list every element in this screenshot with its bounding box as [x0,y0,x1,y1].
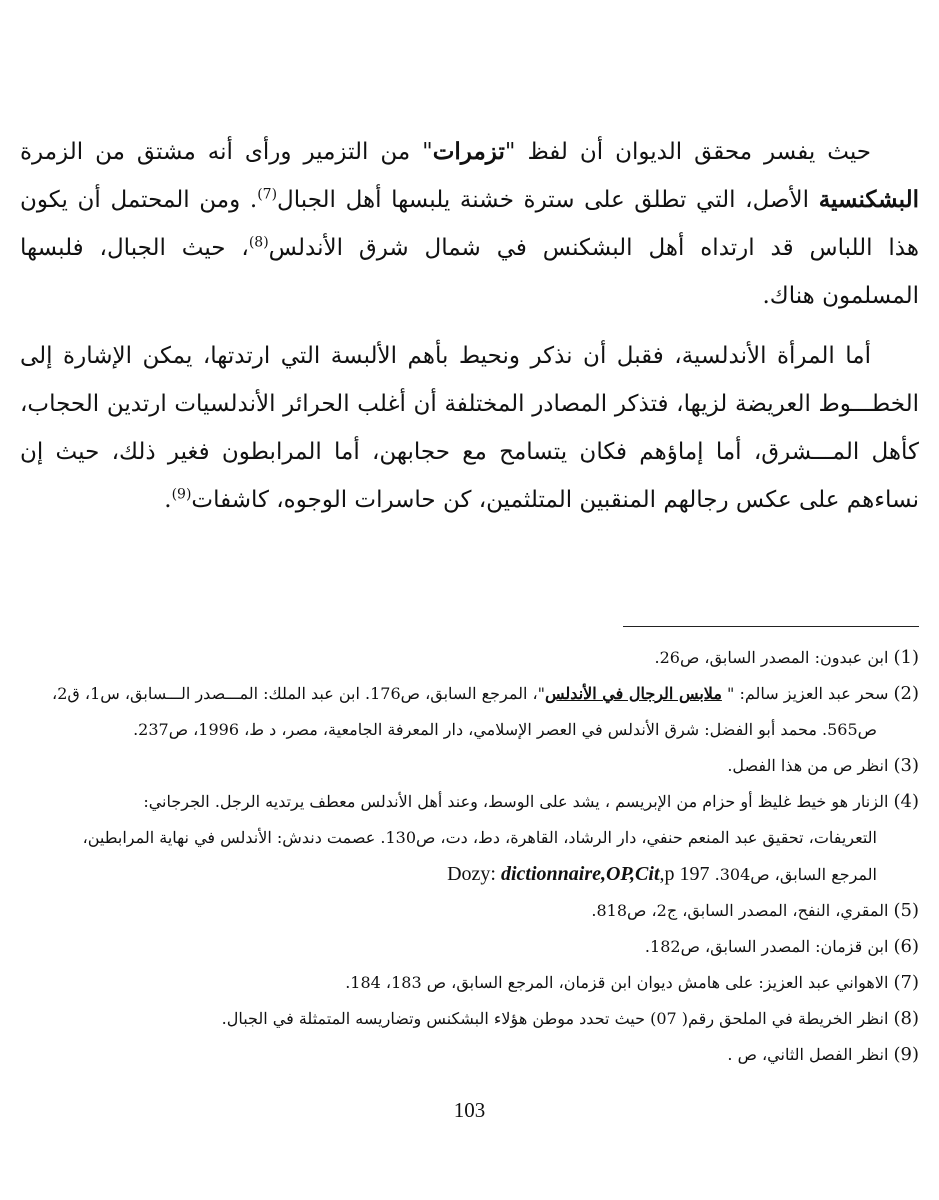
bold-term: البشكنسية [818,186,919,213]
paragraph-1 [20,128,919,320]
footnote-text: ابن قزمان: المصدر السابق، ص182. [644,937,894,956]
bold-term: تزمرات [432,138,505,165]
footnote-number: (2) [893,683,919,704]
main-text [20,128,919,534]
footnote-2-continued [20,712,919,748]
footnote-ref[interactable]: (9) [171,486,192,503]
footnote-4 [20,784,919,820]
footnote-text: انظر الفصل الثاني، ص . [727,1045,894,1064]
footnote-text: ابن عبدون: المصدر السابق، ص26. [654,648,894,667]
footnote-text: "، المرجع السابق، ص176. ابن عبد الملك: المـــصدر الـــسابق، س1، ق2، [52,684,546,703]
footnote-4-continued [20,820,919,856]
citation-title: dictionnaire,OP,Cit [500,863,660,885]
footnote-5 [20,893,919,929]
text-run: حيث يفسر محقق الديوان أن لفظ " [504,139,871,165]
latin-citation [447,863,709,885]
text-run: ، حيث الجبال، فلبسها المسلمون هناك. [20,235,919,309]
footnote-text: الزنار هو خيط غليظ أو حزام من الإبريسم ، يشد على الوسط، وعند أهل الأندلس معطف يرتديه الرجل. الجرجاني: [143,792,894,811]
footnote-text: انظر الخريطة في الملحق رقم( 07) حيث تحدد موطن هؤلاء البشكنس وتضاريسه المتمثلة في الجبال. [221,1009,894,1028]
footnote-separator [623,626,919,627]
footnote-number: (4) [893,791,919,812]
citation-author: Dozy: [447,863,501,885]
footnote-text: التعريفات، تحقيق عبد المنعم حنفي، دار الرشاد، القاهرة، دط، دت، ص130. عصمت دندش: الأندلس في نهاية المرابطين، [82,828,877,847]
footnote-number: (9) [893,1044,919,1065]
footnote-text: المقري، النفح، المصدر السابق، ج2، ص818. [591,901,894,920]
footnote-number: (5) [893,900,919,921]
footnote-text: سحر عبد العزيز سالم: " [721,684,894,703]
footnote-2 [20,676,919,712]
text-run: " من التزمير ورأى أنه مشتق من الزمرة [20,139,433,165]
footnote-6 [20,929,919,965]
footnote-number: (6) [893,936,919,957]
footnote-3 [20,748,919,784]
footnote-number: (8) [893,1008,919,1029]
footnote-8 [20,1001,919,1037]
footnote-9 [20,1037,919,1073]
text-run: . ومن المحتمل أن يكون هذا اللباس قد ارتداه أهل البشكنس في شمال شرق الأندلس [20,187,919,261]
footnote-number: (3) [893,755,919,776]
footnote-7 [20,965,919,1001]
footnotes [20,640,919,1073]
book-title: ملابس الرجال في الأندلس [545,684,722,703]
footnote-text: ص565. محمد أبو الفضل: شرق الأندلس في العصر الإسلامي، دار المعرفة الجامعية، مصر، د ط، 1996، ص237. [133,720,877,739]
footnote-number: (7) [893,972,919,993]
footnote-text: المرجع السابق، ص304. [714,865,877,884]
footnote-text: انظر ص من هذا الفصل. [727,756,894,775]
page-number: 103 [453,1098,486,1122]
footnote-ref[interactable]: (8) [248,234,269,251]
footnote-4-continued-2 [20,856,919,893]
text-run: أما المرأة الأندلسية، فقبل أن نذكر ونحيط بأهم الألبسة التي ارتدتها، يمكن الإشارة إلى الخطـــوط العريضة لزيها، فتذكر المصادر المختلفة أن أغلب الحرائر الأندلسيات ارتدين الحجاب، كأهل المـــشرق، أما إماؤهم فكان يتسامح مع حجابهن، أما المرابطون فغير ذلك، حيث إن نساءهم على عكس رجالهم المنقبين المتلثمين، كن حاسرات الوجوه، كاشفات [20,343,919,513]
footnote-1 [20,640,919,676]
citation-page: ,p 197 [659,863,710,885]
paragraph-2 [20,332,919,524]
text-run: . [164,487,172,513]
footnote-number: (1) [893,647,919,668]
text-run: الأصل، التي تطلق على سترة خشنة يلبسها أهل الجبال [277,187,819,213]
footnote-ref[interactable]: (7) [257,186,278,203]
footnote-text: الاهواني عبد العزيز: على هامش ديوان ابن قزمان، المرجع السابق، ص 183، 184. [345,973,894,992]
